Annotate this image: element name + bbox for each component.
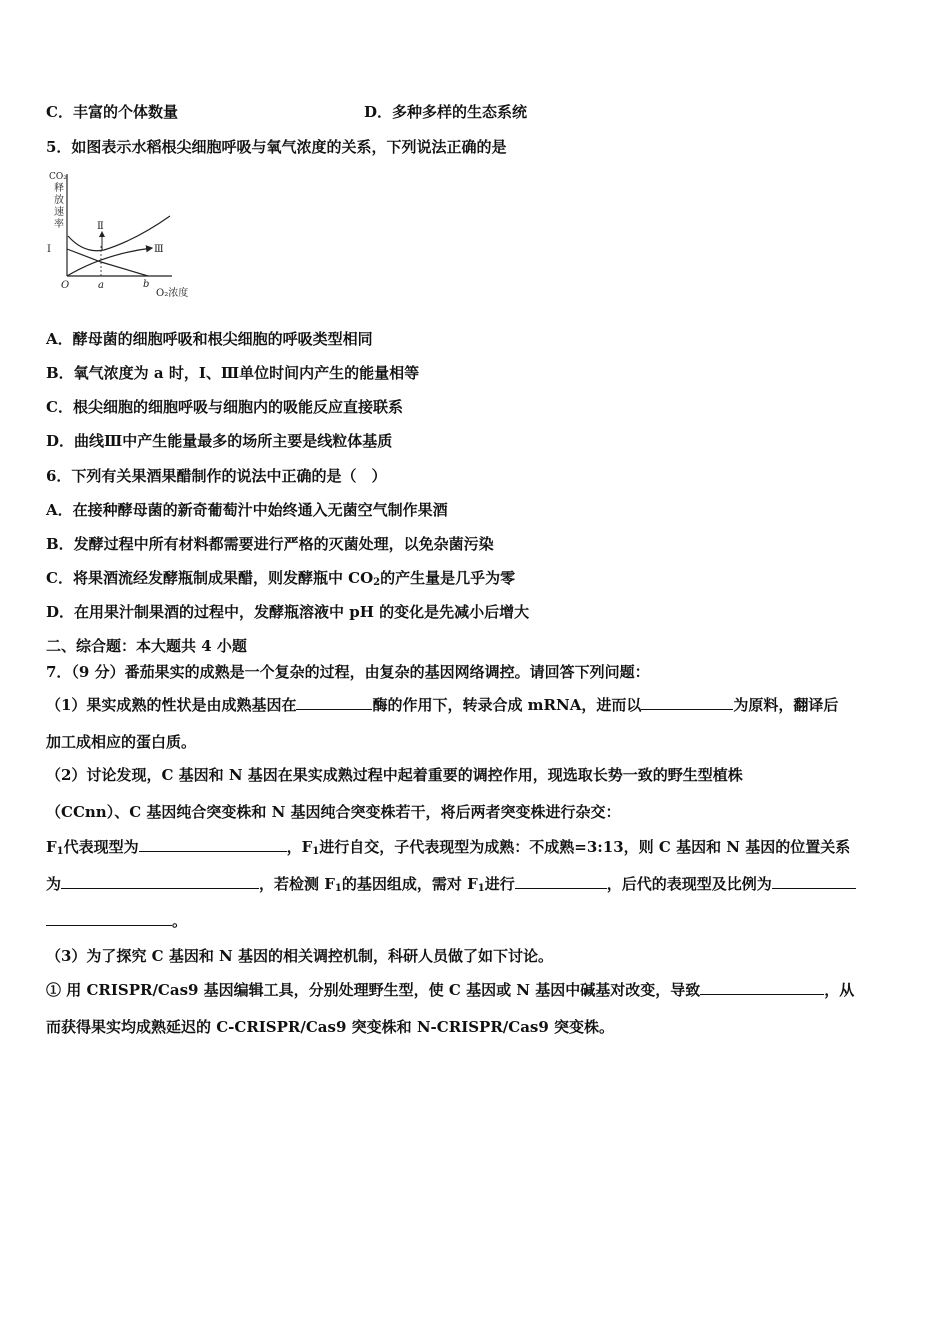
q7-part2-line5: 。: [46, 911, 187, 931]
q5-option-b: B．氧气浓度为 a 时，Ⅰ、Ⅲ单位时间内产生的能量相等: [46, 364, 420, 382]
answer-blank[interactable]: [296, 695, 372, 710]
q7-part3-line1: （3）为了探究 C 基因和 N 基因的相关调控机制，科研人员做了如下讨论。: [46, 947, 553, 965]
answer-blank[interactable]: [700, 980, 824, 995]
q7-part2-line1: （2）讨论发现，C 基因和 N 基因在果实成熟过程中起着重要的调控作用，现选取长势一致的野生型植株: [46, 766, 743, 784]
y-label-2: 放: [54, 195, 64, 206]
answer-blank[interactable]: [61, 874, 259, 889]
y-label-3: 速: [54, 207, 64, 218]
q5-option-d: D．曲线Ⅲ中产生能量最多的场所主要是线粒体基质: [46, 432, 393, 450]
respiration-oxygen-figure: [44, 170, 204, 302]
origin-label: O: [61, 280, 70, 291]
section-heading: 二、综合题：本大题共 4 小题: [46, 637, 247, 655]
y-label-4: 率: [54, 219, 64, 230]
answer-blank[interactable]: [515, 874, 607, 889]
x-axis-label: O₂浓度: [156, 288, 189, 299]
q6-stem: 6．下列有关果酒果醋制作的说法中正确的是（ ）: [46, 467, 387, 485]
q7-part1-line2: 加工成相应的蛋白质。: [46, 733, 197, 751]
curve-III: [67, 248, 152, 276]
q6-option-d: D．在用果汁制果酒的过程中，发酵瓶溶液中 pH 的变化是先减小后增大: [46, 603, 530, 621]
tick-a-label: a: [98, 280, 104, 291]
q6-option-b: B．发酵过程中所有材料都需要进行严格的灭菌处理，以免杂菌污染: [46, 535, 494, 553]
q5-option-a: A．酵母菌的细胞呼吸和根尖细胞的呼吸类型相同: [46, 330, 373, 348]
q4-option-c: C．丰富的个体数量: [46, 103, 178, 121]
q4-options-row: [46, 102, 527, 122]
answer-blank[interactable]: [641, 695, 733, 710]
curve-II-label: Ⅱ: [97, 221, 104, 232]
q7-part3-line3: 而获得果实均成熟延迟的 C-CRISPR/Cas9 突变株和 N-CRISPR/Cas9 突变株。: [46, 1018, 615, 1036]
q7-part2-line3: $F_1$代表现型为 ，$F_1$进行自交，子代表现型为成熟：不成熟=3:13，则 C 基因和 N 基因的位置关系: [46, 838, 851, 857]
answer-blank[interactable]: [772, 874, 856, 889]
q5-stem: 5．如图表示水稻根尖细胞呼吸与氧气浓度的关系，下列说法正确的是: [46, 138, 507, 156]
y-label-1: 释: [54, 183, 64, 194]
q4-option-d: D．多种多样的生态系统: [363, 103, 527, 121]
q7-part1-line1: （1）果实成熟的性状是由成熟基因在 酶的作用下，转录合成 mRNA，进而以 为原料，翻译后: [46, 696, 839, 714]
q6-option-a: A．在接种酵母菌的新奇葡萄汁中始终通入无菌空气制作果酒: [46, 501, 448, 519]
q7-part2-line4: 为 ，若检测 $F_1$的基因组成，需对 $F_1$进行 ，后代的表现型及比例为: [46, 874, 856, 899]
q6-option-c: C．将果酒流经发酵瓶制成果醋，则发酵瓶中 $CO_2$的产生量是几乎为零: [46, 569, 516, 588]
answer-blank[interactable]: [46, 911, 172, 926]
y-label-0: CO₂: [49, 172, 67, 182]
answer-blank[interactable]: [139, 837, 287, 852]
q5-option-c: C．根尖细胞的细胞呼吸与细胞内的吸能反应直接联系: [46, 398, 403, 416]
q7-part3-line2: ① 用 CRISPR/Cas9 基因编辑工具，分别处理野生型，使 C 基因或 N 基因中碱基对改变，导致 ，从: [46, 981, 855, 999]
curve-I: [67, 249, 148, 276]
q7-part2-line2: （CCnn）、C 基因纯合突变株和 N 基因纯合突变株若干，将后两者突变株进行杂交：: [46, 803, 621, 821]
tick-b-label: b: [143, 279, 150, 290]
y-axis-label: [49, 172, 67, 230]
curve-I-label: Ⅰ: [47, 244, 51, 255]
curve-III-label: Ⅲ: [154, 244, 164, 255]
q7-stem: 7．（9 分）番茄果实的成熟是一个复杂的过程，由复杂的基因网络调控。请回答下列问题：: [46, 663, 650, 681]
